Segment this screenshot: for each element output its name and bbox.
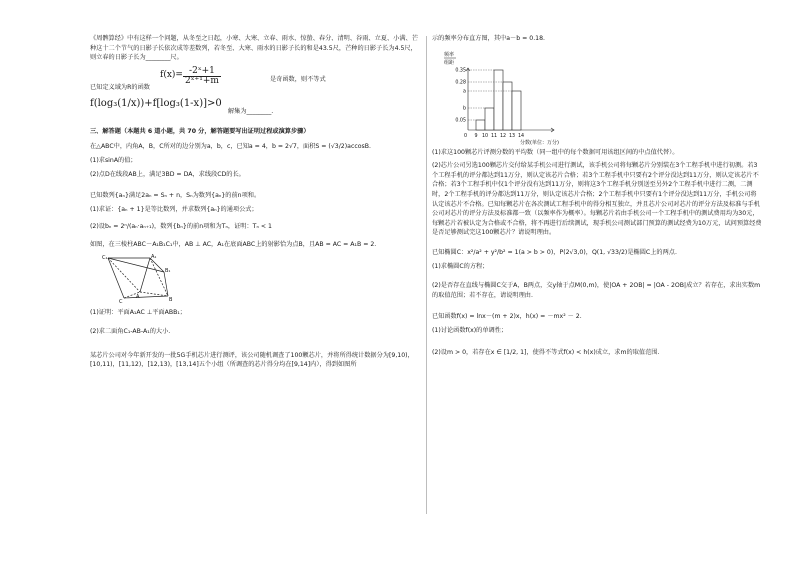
question-triangle-part1: (1)求sinA的值； [90,156,137,164]
question-ellipse: 已知椭圆C：x²/a² + y²/b² = 1(a > b > 0)，P(2√3,0)，Q(1, √33/2)是椭圆C上的两点. [432,248,677,256]
hist-xtick-label: 10 [481,133,489,139]
fraction-numerator: -2ˣ+1 [183,67,221,77]
question-ellipse-part2: (2)是否存在直线与椭圆C交于A，B两点，交y轴于点M(0,m)，使|OA + 2OB| = |OA - 2OB|成立？若存在，求出实数m的取值范围；若不存在，请说明理由. [432,282,761,299]
prism-label-c1: C₁ [102,254,108,261]
hist-xtick-label: 9 [474,133,478,139]
hist-ytick-label: b [462,106,466,112]
function-formula: f(x)= $\frac{\text{-2ˣ+1}}{\text{2ˣ⁺¹+m}}$ [160,65,219,86]
question-sequence-part1: (1)求证：{aₙ + 1}是等比数列，并求数列{aₙ}的通项公式； [90,205,258,213]
question-log-function-part2: (2)设m > 0，若存在x ∈ [1/2, 1]，使得不等式f(x) < h(x)成立，求m的取值范围. [432,348,660,356]
question-chip-continued: 示的频率分布直方图，其中a－b = 0.18. [432,35,546,42]
question-chip-part2: (2)芯片公司另选100颗芯片交付给某手机公司进行测试，该手机公司将每颗芯片分别装在3个工程手机中进行初测。若3个工程手机的评分都达到11万分，则认定该芯片合格；若3个工程手机中只要有2个评分没达到11万分，则认定该芯片不合格；若3个工程手机中仅1个评分没有达到11万分，则将这3个工程手机分别送至另外2个工程手机中进行二测，二测时，2个工程手机的评分都达到11万分，则认定该芯片合格；2个工程手机中只要有1个评分没达到11万分，手机公司将认定该芯片不合格。已知每颗芯片在各次测试工程手机中的得分相互独立，并且芯片公司对芯片的评分方法及标准与手机公司对芯片的评分方法及标准都一致（以频率作为概率）。每颗芯片若由手机公司一个工程手机中的测试费用均为30元，每颗芯片若被认定为合格或不合格，将不再进行后续测试，现手机公司测试部门预算的测试经费为10万元，试问预算经费是否足够测试完这100颗芯片？请说明理由。 [432,162,762,237]
question-prism-part2: (2)求二面角C₁-AB-A₁的大小. [90,328,171,336]
hist-xlabel: 分数(单位：万分) [520,139,559,146]
question-inequality [90,97,418,119]
question-odd-function [90,67,418,95]
question-shadow-length: 《周髀算经》中有这样一个问题，从冬至之日起，小寒、大寒、立春、雨水、惊蛰、春分、清明、谷雨、立夏、小满、芒种这十二个节气的日影子长依次成等差数列，若冬至、大寒、雨水的日影子长的和是43.5尺，芒种的日影子长为4.5尺，则立春的日影子长为________尺。 [90,35,418,62]
column-divider [426,36,427,514]
inequality-formula: f(log₃(1/x))+f[log₃(1-x)]>0 [90,97,222,109]
hist-bar [503,82,512,130]
hist-ylabel-bottom: 组距 [444,59,455,66]
question-triangle: 在△ABC中，内角A，B，C所对的边分别为a，b，c，已知a = 4，b = 2√7，面积S = (√3/2)accosB. [90,143,371,151]
section-three-heading: 三、解答题（本题共 6 道小题，共 70 分，解答题要写出证明过程或演算步骤） [90,127,310,135]
hist-xtick-label: 12 [499,133,507,139]
question-prism: 如图，在三棱柱ABC－A₁B₁C₁中，AB ⊥ AC，A₁在底面ABC上的射影恰为点B，且AB = AC = A₁B = 2. [90,240,377,248]
hist-ytick-label: a [463,89,466,95]
hist-bar [512,91,521,130]
question-chip: 某芯片公司对今年新开发的一批5G手机芯片进行测评，该公司随机调查了100颗芯片，并将所得统计数据分为[9,10)，[10,11)，[11,12)，[12,13)，[13,14]五个小组（所调查的芯片得分均在[9,14]内），得到如图所 [90,351,414,369]
prism-label-c: C [119,298,123,304]
question-prism-part1: (1)证明：平面A₁AC ⊥平面ABB₁； [90,308,186,316]
hist-bar [476,120,485,130]
prism-label-a1: A₁ [151,253,157,260]
prism-label-a: A [136,293,140,300]
hist-ylabel-top: 频率 [444,51,455,58]
question-chip-part1: (1)求这100颗芯片评测分数的平均数（同一组中的每个数据可用该组区间的中点值代替）。 [432,148,679,156]
left-column [90,34,418,374]
question-ellipse-part1: (1)求椭圆C的方程； [432,262,489,270]
hist-xtick-label: 0 [463,133,467,139]
hist-ytick-label: 0.35 [455,68,466,74]
fraction-denominator: 2ˣ⁺¹+m [184,75,219,86]
hist-ytick-label: 0.28 [455,80,466,86]
frequency-histogram [442,48,582,148]
hist-xtick-label: 14 [517,133,525,139]
hist-xtick-label: 11 [490,133,498,139]
hist-bar [494,70,503,130]
question-triangle-part2: (2)点D在线段AB上，满足3BD = DA，求线段CD的长。 [90,170,245,178]
function-tail: 是奇函数，则不等式 [270,75,326,83]
prism-figure [102,254,176,304]
hist-bar [485,108,494,130]
question-sequence-part2: (2)设bₙ = 2ⁿ/(aₙ·aₙ₊₁)，数列{bₙ}的前n项和为Tₙ，证明：Tₙ < 1 [90,223,272,231]
question-log-function-part1: (1)讨论函数f(x)的单调性； [432,326,508,334]
prism-label-b1: B₁ [165,267,171,274]
hist-ytick-label: 0.05 [455,118,466,124]
inequality-tail: 解集为________. [228,107,274,115]
question-sequence: 已知数列{aₙ}满足2aₙ = Sₙ + n，Sₙ为数列{aₙ}的前n项和。 [90,192,261,200]
function-fraction [183,67,221,86]
hist-xtick-label: 13 [508,133,516,139]
prism-label-b: B [169,296,173,303]
right-column [432,34,762,361]
function-intro: 已知定义域为R的函数 [90,83,150,91]
question-log-function: 已知函数f(x) = lnx－(m + 2)x，h(x) = －mx² － 2. [432,313,582,321]
